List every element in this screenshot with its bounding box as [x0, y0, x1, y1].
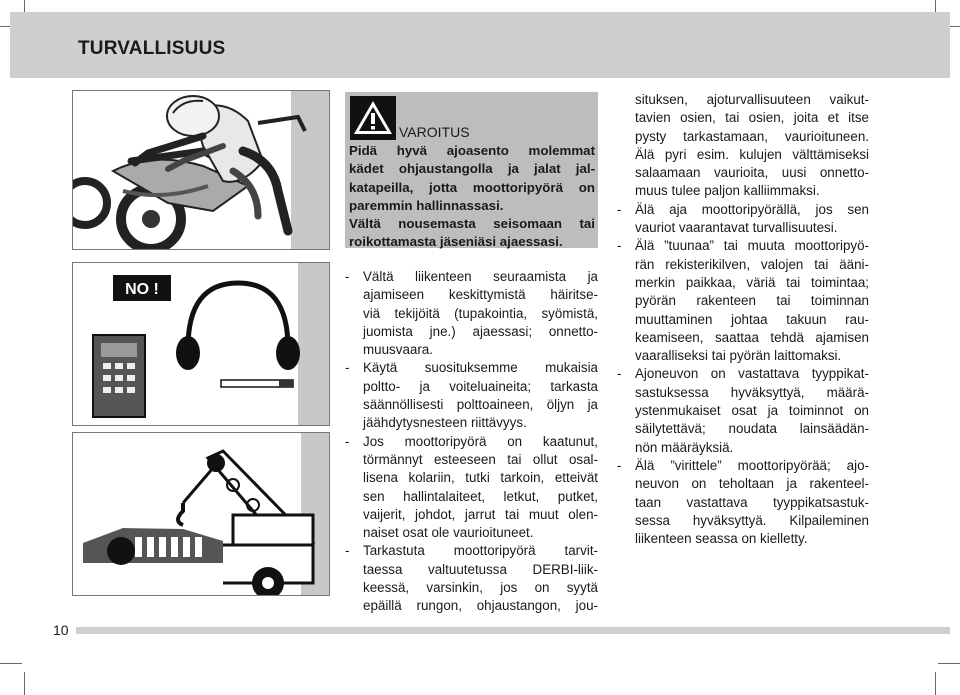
list-item [617, 457, 869, 548]
text-line: rän rekisterikilven, valojen tai ääni- [635, 256, 869, 272]
list-dash: - [617, 366, 622, 382]
text-line: ajamiseen keskittymistä häiritse- [363, 287, 598, 303]
text-line: lisena kolariin, tutki tarkoin, etteivät [363, 470, 598, 486]
warning-triangle-icon [350, 96, 396, 140]
text-line: Käytä suosituksemme mukaisia [363, 360, 598, 376]
list-item [617, 201, 869, 238]
tow-truck-drawing [73, 433, 329, 595]
text-line: vaijerit, johdot, jarrut tai muut olen- [363, 506, 598, 522]
text-line: juomista jne.) ajaessasi; onnetto- [363, 323, 598, 339]
warning-title: VAROITUS [399, 124, 470, 140]
tow-truck-illustration [72, 432, 330, 596]
text-line: ystenmukaiset osat ja toiminnot on [635, 403, 869, 419]
warning-line: Vältä nousemasta seisomaan tai [349, 216, 595, 232]
text-line: sen hallintalaiteet, letkut, putket, [363, 488, 598, 504]
text-line: säännöllisesti polttoaineen, öljyn ja [363, 397, 598, 413]
warning-box [345, 92, 598, 248]
text-line: jäähdytysnesteen riittävyys. [363, 415, 527, 431]
text-line: Älä pyri esim. kulujen välttämiseksi [635, 146, 869, 162]
text-line: tavien osien, tai osien, joita et itse [635, 110, 869, 126]
text-line: Tarkastuta moottoripyörä tarvit- [363, 543, 598, 559]
list-dash: - [345, 360, 350, 376]
page-title: TURVALLISUUS [78, 38, 226, 59]
warning-text [349, 142, 595, 252]
text-line: viä tekijöitä (tupakointia, syömistä, [363, 305, 598, 321]
list-dash: - [345, 433, 350, 449]
footer-rule [76, 627, 950, 634]
text-line: naiset osat ole vaurioituneet. [363, 525, 534, 541]
text-line: poltto- ja voiteluaineita; tarkasta [363, 378, 598, 394]
text-line: muusvaara. [363, 342, 433, 358]
motorcycle-rider-drawing [73, 91, 329, 249]
text-line: merkin paikkaa, väriä tai toimintaa; [635, 274, 869, 290]
list-item [345, 542, 598, 615]
text-line: keessä, varsinkin, jos on syytä [363, 580, 598, 596]
text-line: Älä aja moottoripyörällä, jos sen [635, 201, 869, 217]
list-item [617, 365, 869, 456]
no-sign-text: NO ! [125, 281, 159, 298]
text-line: Älä ”virittele” moottoripyörää; ajo- [635, 457, 869, 473]
list-dash: - [345, 543, 350, 559]
warning-line: kädet ohjaustangolla ja jalat jal- [349, 161, 595, 177]
list-item [345, 433, 598, 543]
list-dash: - [617, 457, 622, 473]
text-line: vauriot vaarantavat turvallisuutesi. [635, 220, 838, 236]
continuation-paragraph [617, 91, 869, 201]
page-number: 10 [53, 622, 69, 638]
warning-line: katapeilla, jotta moottoripyörä on [349, 179, 595, 195]
motorcycle-rider-illustration [72, 90, 330, 250]
text-line: taessa valtuutetussa DERBI-liik- [363, 561, 598, 577]
text-line: Ajoneuvon on vastattava tyyppikat- [635, 366, 869, 382]
middle-column [345, 268, 598, 616]
warning-line: Pidä hyvä ajoasento molemmat [349, 143, 595, 158]
list-item [345, 268, 598, 359]
text-line: säilytettävä; noudata lainsäädän- [635, 421, 869, 437]
text-line: nön määräyksiä. [635, 439, 734, 455]
list-dash: - [617, 238, 622, 254]
warning-line: roikottamasta jäseniäsi ajaessasi. [349, 234, 563, 250]
text-line: neuvon on teholtaan ja rakenteel- [635, 476, 869, 492]
crop-mark [0, 663, 22, 664]
no-headphones-illustration [72, 262, 330, 426]
text-line: salaamaan vaurioita, uusi onnetto- [635, 165, 869, 181]
text-line: Jos moottoripyörä on kaatunut, [363, 433, 598, 449]
text-line: sessa hyväksyttyä. Kilpaileminen [635, 512, 869, 528]
text-line: situksen, ajoturvallisuuteen vaikut- [635, 92, 869, 107]
text-line: sastuksessa hyväksyttyä, määrä- [635, 384, 869, 400]
text-line: pyörän rakenteen tai toiminnan [635, 293, 869, 309]
list-dash: - [617, 201, 622, 217]
no-distractions-drawing [73, 263, 329, 425]
text-line: törmännyt esteeseen tai ollut osal- [363, 451, 598, 467]
text-line: muus tulee paljon kalliimmaksi. [635, 183, 820, 199]
list-item [345, 359, 598, 432]
text-line: vaaralliseksi tai pyörän laittomaksi. [635, 348, 842, 364]
warning-line: paremmin hallinnassasi. [349, 197, 504, 213]
text-line: taan vastattava tyyppikatsastuk- [635, 494, 869, 510]
list-item [617, 237, 869, 365]
text-line: Vältä liikenteen seuraamista ja [363, 269, 598, 284]
text-line: Älä ”tuunaa” tai muuta moottoripyö- [635, 238, 869, 254]
text-line: epäillä rungon, ohjaustangon, jou- [363, 598, 598, 614]
text-line: pysty tarkastamaan, vaurioituneen. [635, 128, 869, 144]
crop-mark [938, 663, 960, 664]
text-line: muuttaminen johtaa takuun rau- [635, 311, 869, 327]
text-line: keamiseen, saattaa tehdä ajamisen [635, 329, 869, 345]
list-dash: - [345, 269, 350, 284]
crop-mark [24, 672, 25, 695]
text-line: liikenteen seassa on kielletty. [635, 531, 808, 547]
crop-mark [935, 672, 936, 695]
right-column [617, 91, 869, 548]
